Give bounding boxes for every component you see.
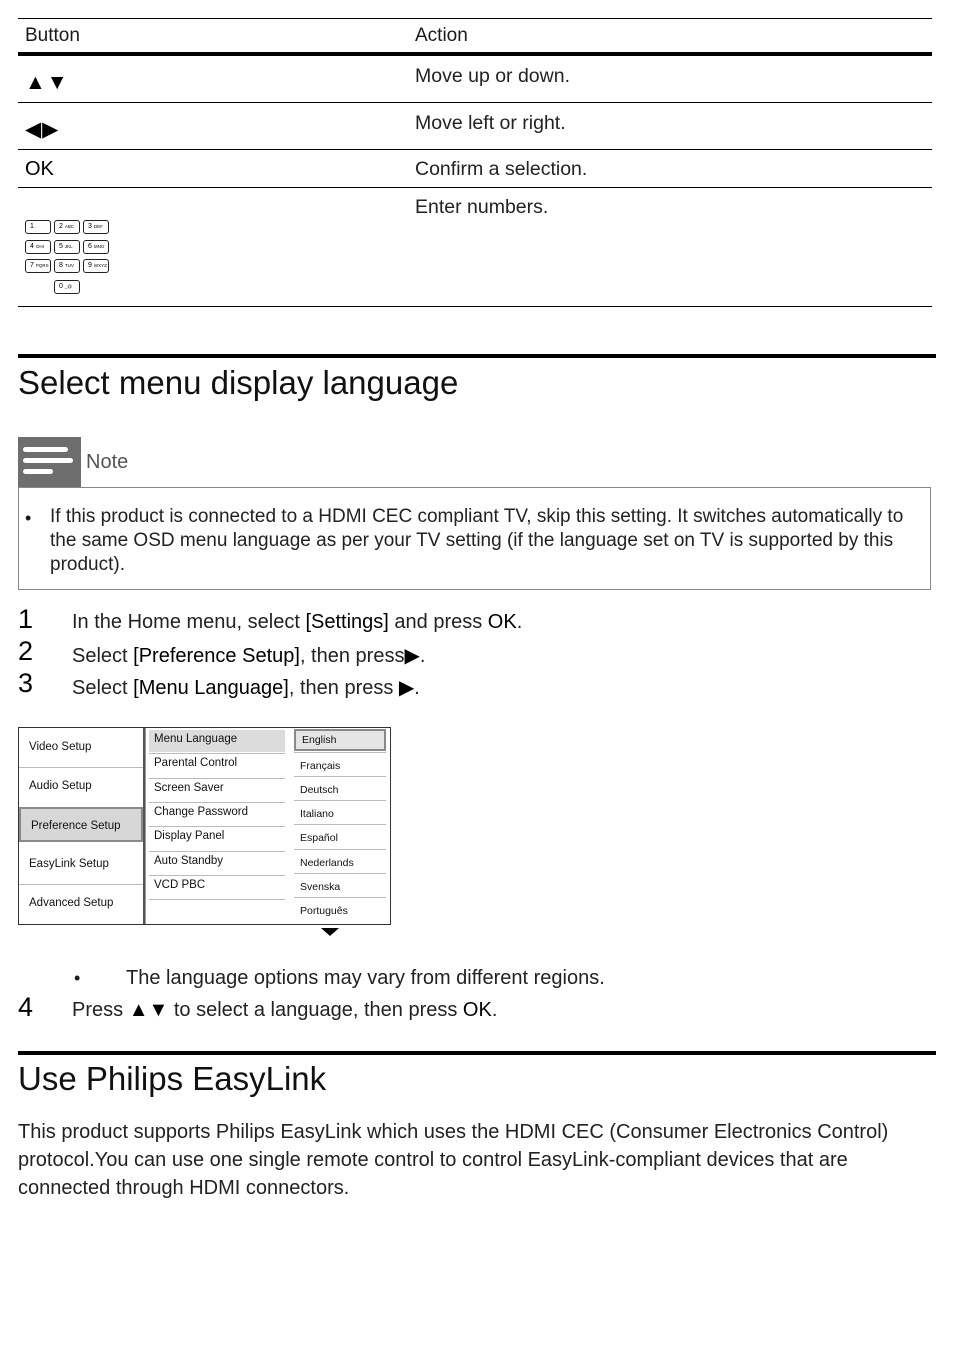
bullet: • xyxy=(25,508,32,528)
bullet: • xyxy=(74,968,81,988)
menu-option-screen-saver[interactable]: Screen Saver xyxy=(154,781,224,794)
table-row xyxy=(18,56,932,103)
step-text: Select [Preference Setup], then press▶. xyxy=(72,645,426,667)
step-number: 1 xyxy=(18,604,34,634)
step-number: 4 xyxy=(18,992,34,1022)
action-text: Confirm a selection. xyxy=(415,158,588,180)
keypad-key: 1 . xyxy=(25,220,51,234)
scroll-down-icon xyxy=(321,928,339,936)
ok-button-label: OK xyxy=(25,158,54,180)
language-option-7[interactable]: Svenska xyxy=(300,880,341,893)
menu-option-change-password[interactable]: Change Password xyxy=(154,805,248,818)
numeric-keypad-icon xyxy=(25,220,109,300)
key-label: OK xyxy=(487,611,517,633)
table-header xyxy=(18,19,932,56)
key-label: [Settings] xyxy=(305,611,389,633)
settings-menu-screenshot xyxy=(18,727,391,925)
section-title: Use Philips EasyLink xyxy=(18,1060,327,1097)
keypad-key: 4 GHI xyxy=(25,240,51,254)
keypad-key: 2 ABC xyxy=(54,220,80,234)
header-button: Button xyxy=(25,25,80,46)
table-row xyxy=(18,188,932,307)
section-title: Select menu display language xyxy=(18,364,459,401)
note-text: If this product is connected to a HDMI CEC compliant TV, skip this setting. It switches automatically to the same OSD menu language as per your TV setting (if the language set on TV is supported by this product). xyxy=(50,506,904,575)
language-option-2[interactable]: Français xyxy=(300,760,341,773)
menu-option-vcd-pbc[interactable]: VCD PBC xyxy=(154,878,206,891)
keypad-key: 5 JKL xyxy=(54,240,80,254)
keypad-key: 6 MNO xyxy=(83,240,109,254)
menu-option-display-panel[interactable]: Display Panel xyxy=(154,830,225,843)
keypad-key: 0 _@ xyxy=(54,280,80,294)
language-option-1[interactable]: English xyxy=(294,729,386,751)
action-text: Enter numbers. xyxy=(415,196,549,218)
language-option-4[interactable]: Italiano xyxy=(300,808,334,821)
key-label: [Menu Language] xyxy=(133,677,289,699)
key-label: ▶ xyxy=(404,645,420,667)
key-label: OK xyxy=(462,999,492,1021)
body-paragraph: This product supports Philips EasyLink which uses the HDMI CEC (Consumer Electronics Control) protocol.You can use one single remote control to control EasyLink-compliant devices that are connected through HDMI connectors. xyxy=(18,1121,889,1199)
step-text: Press ▲▼ to select a language, then press OK. xyxy=(72,999,498,1021)
menu-category-easylink-setup[interactable]: EasyLink Setup xyxy=(29,858,109,870)
menu-category-preference-setup[interactable]: Preference Setup xyxy=(19,807,143,842)
language-option-6[interactable]: Nederlands xyxy=(300,856,354,869)
menu-category-video-setup[interactable]: Video Setup xyxy=(29,741,92,753)
language-option-5[interactable]: Español xyxy=(300,832,338,845)
sub-note-text: The language options may vary from different regions. xyxy=(126,967,605,989)
menu-option-menu-language[interactable]: Menu Language xyxy=(149,730,285,752)
menu-option-auto-standby[interactable]: Auto Standby xyxy=(154,854,224,867)
step-text: In the Home menu, select [Settings] and press OK. xyxy=(72,611,523,633)
left-right-arrows-icon: ◀▶ xyxy=(25,118,60,141)
step-number: 2 xyxy=(18,636,34,666)
keypad-key: 3 DEF xyxy=(83,220,109,234)
note-box xyxy=(18,487,931,590)
note-label: Note xyxy=(86,451,129,473)
section-divider xyxy=(18,1051,936,1055)
key-label: ▶ xyxy=(398,677,415,699)
button-table xyxy=(18,18,932,307)
action-text: Move left or right. xyxy=(415,112,566,134)
menu-category-audio-setup[interactable]: Audio Setup xyxy=(29,780,92,792)
keypad-key: 9 WXYZ xyxy=(83,259,109,273)
keypad-key: 8 TUV xyxy=(54,259,80,273)
step-text: Select [Menu Language], then press ▶. xyxy=(72,677,420,699)
up-down-arrows-icon: ▲▼ xyxy=(25,71,69,94)
header-action: Action xyxy=(415,25,468,46)
language-option-3[interactable]: Deutsch xyxy=(300,784,339,797)
language-option-8[interactable]: Português xyxy=(300,904,348,917)
section-divider xyxy=(18,354,936,358)
table-row xyxy=(18,103,932,150)
note-icon xyxy=(18,437,81,487)
key-label: [Preference Setup] xyxy=(133,645,300,667)
table-row xyxy=(18,150,932,188)
step-number: 3 xyxy=(18,668,34,698)
action-text: Move up or down. xyxy=(415,65,571,87)
keypad-key: 7 PQRS xyxy=(25,259,51,273)
key-label: ▲▼ xyxy=(128,999,169,1021)
menu-category-advanced-setup[interactable]: Advanced Setup xyxy=(29,897,114,909)
menu-option-parental-control[interactable]: Parental Control xyxy=(154,757,238,770)
